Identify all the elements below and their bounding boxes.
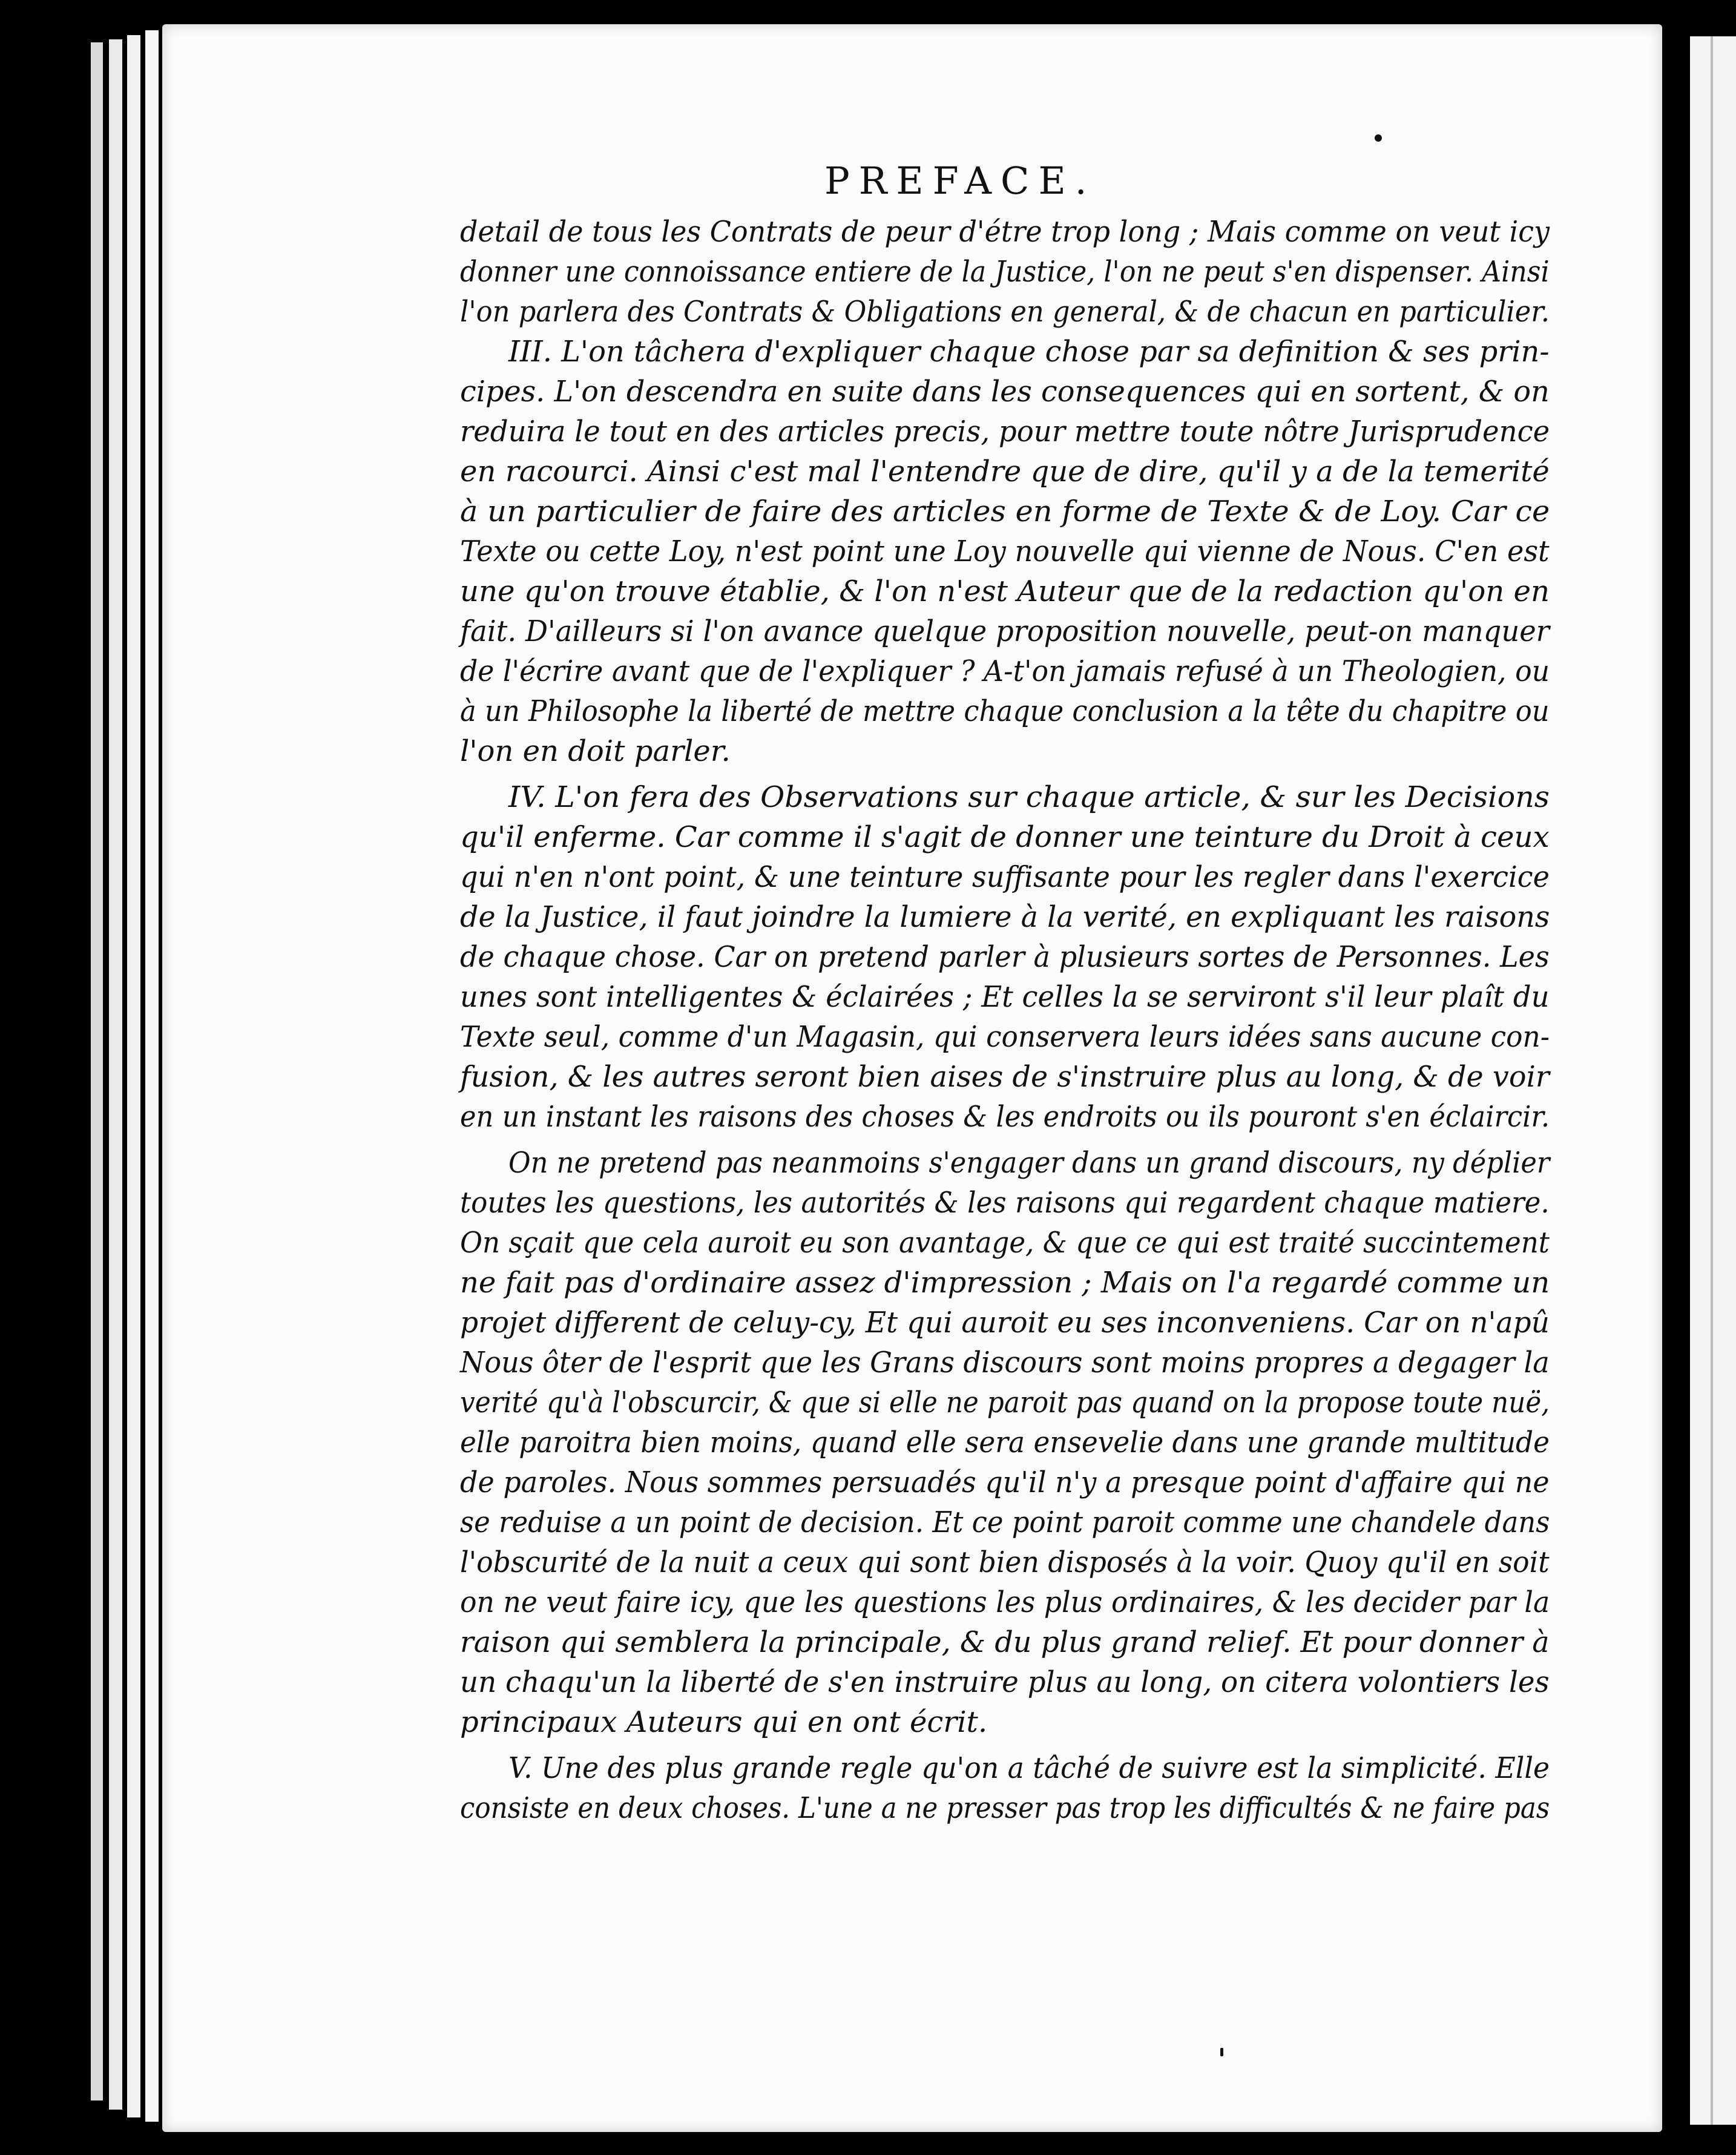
- page-edge: [145, 30, 159, 2122]
- text-line: l'on en doit parler.: [460, 734, 731, 768]
- text-line: de l'écrire avant que de l'expliquer ? A-t'on jamais refusé à un Theologien, ou: [460, 654, 1550, 688]
- text-line: raison qui semblera la principale, & du plus grand relief. Et pour donner à: [460, 1625, 1550, 1659]
- text-line: On sçait que cela auroit eu son avantage, & que ce qui est traité succintement: [460, 1226, 1550, 1260]
- text-line: donner une connoissance entiere de la Justice, l'on ne peut s'en dispenser. Ainsi: [460, 255, 1550, 289]
- facing-page-edge: [1690, 36, 1736, 2125]
- page-edge: [109, 39, 122, 2110]
- text-line: verité qu'à l'obscurcir, & que si elle ne paroit pas quand on la propose toute nuë,: [460, 1386, 1550, 1420]
- text-line: en racourci. Ainsi c'est mal l'entendre que de dire, qu'il y a de la temerité: [460, 455, 1550, 489]
- text-line: unes sont intelligentes & éclairées ; Et celles la se serviront s'il leur plaît du: [460, 980, 1550, 1014]
- text-line: Texte seul, comme d'un Magasin, qui conservera leurs idées sans aucune con-: [460, 1020, 1550, 1054]
- page-edge: [127, 35, 140, 2117]
- text-line: cipes. L'on descendra en suite dans les consequences qui en sortent, & on: [460, 375, 1550, 409]
- text-line: l'obscurité de la nuit a ceux qui sont bien disposés à la voir. Quoy qu'il en soit: [460, 1545, 1550, 1579]
- text-line: on ne veut faire icy, que les questions les plus ordinaires, & les decider par la: [460, 1585, 1550, 1619]
- text-line: de la Justice, il faut joindre la lumiere à la verité, en expliquant les raisons: [460, 900, 1550, 934]
- text-line: qui n'en n'ont point, & une teinture suffisante pour les regler dans l'exercice: [460, 860, 1550, 894]
- text-line: de paroles. Nous sommes persuadés qu'il n'y a presque point d'affaire qui ne: [460, 1466, 1550, 1499]
- ink-speck: [1375, 134, 1382, 142]
- text-line: elle paroitra bien moins, quand elle sera ensevelie dans une grande multitude: [460, 1426, 1550, 1459]
- ink-speck: [1220, 2048, 1223, 2056]
- text-line: reduira le tout en des articles precis, pour mettre toute nôtre Jurisprudence: [460, 415, 1550, 449]
- text-line: On ne pretend pas neanmoins s'engager dans un grand discours, ny déplier: [508, 1146, 1550, 1180]
- text-line: detail de tous les Contrats de peur d'étre trop long ; Mais comme on veut icy: [460, 215, 1550, 249]
- page-gutter-line: [1711, 36, 1713, 2125]
- text-line: toutes les questions, les autorités & les raisons qui regardent chaque matiere.: [460, 1186, 1550, 1220]
- text-line: consiste en deux choses. L'une a ne presser pas trop les difficultés & ne faire pas: [460, 1791, 1550, 1825]
- text-line: projet different de celuy-cy, Et qui auroit eu ses inconveniens. Car on n'apû: [460, 1306, 1550, 1340]
- text-line: en un instant les raisons des choses & les endroits ou ils pouront s'en éclaircir.: [460, 1100, 1550, 1134]
- text-line: qu'il enferme. Car comme il s'agit de donner une teinture du Droit à ceux: [460, 820, 1550, 854]
- text-line: se reduise a un point de decision. Et ce point paroit comme une chandele dans: [460, 1505, 1550, 1539]
- text-line: Nous ôter de l'esprit que les Grans discours sont moins propres a degager la: [460, 1346, 1550, 1380]
- text-line: à un Philosophe la liberté de mettre chaque conclusion a la tête du chapitre ou: [460, 694, 1550, 728]
- text-line: fait. D'ailleurs si l'on avance quelque proposition nouvelle, peut-on manquer: [460, 614, 1550, 648]
- text-line: un chaqu'un la liberté de s'en instruire plus au long, on citera volontiers les: [460, 1665, 1550, 1699]
- text-line: à un particulier de faire des articles en forme de Texte & de Loy. Car ce: [460, 495, 1550, 528]
- text-line: fusion, & les autres seront bien aises de s'instruire plus au long, & de voir: [460, 1060, 1550, 1094]
- text-line: de chaque chose. Car on pretend parler à plusieurs sortes de Personnes. Les: [460, 940, 1550, 974]
- page-edge: [91, 42, 103, 2101]
- text-line: ne fait pas d'ordinaire assez d'impression ; Mais on l'a regardé comme un: [460, 1266, 1550, 1300]
- text-line: III. L'on tâchera d'expliquer chaque chose par sa definition & ses prin-: [508, 335, 1550, 369]
- running-head: PREFACE.: [824, 159, 1096, 203]
- text-line: Texte ou cette Loy, n'est point une Loy nouvelle qui vienne de Nous. C'en est: [460, 535, 1550, 568]
- text-line: l'on parlera des Contrats & Obligations en general, & de chacun en particulier.: [460, 295, 1550, 329]
- text-line: principaux Auteurs qui en ont écrit.: [460, 1705, 988, 1739]
- text-line: V. Une des plus grande regle qu'on a tâché de suivre est la simplicité. Elle: [508, 1751, 1550, 1785]
- text-line: une qu'on trouve établie, & l'on n'est Auteur que de la redaction qu'on en: [460, 574, 1550, 608]
- text-line: IV. L'on fera des Observations sur chaque article, & sur les Decisions: [508, 780, 1550, 814]
